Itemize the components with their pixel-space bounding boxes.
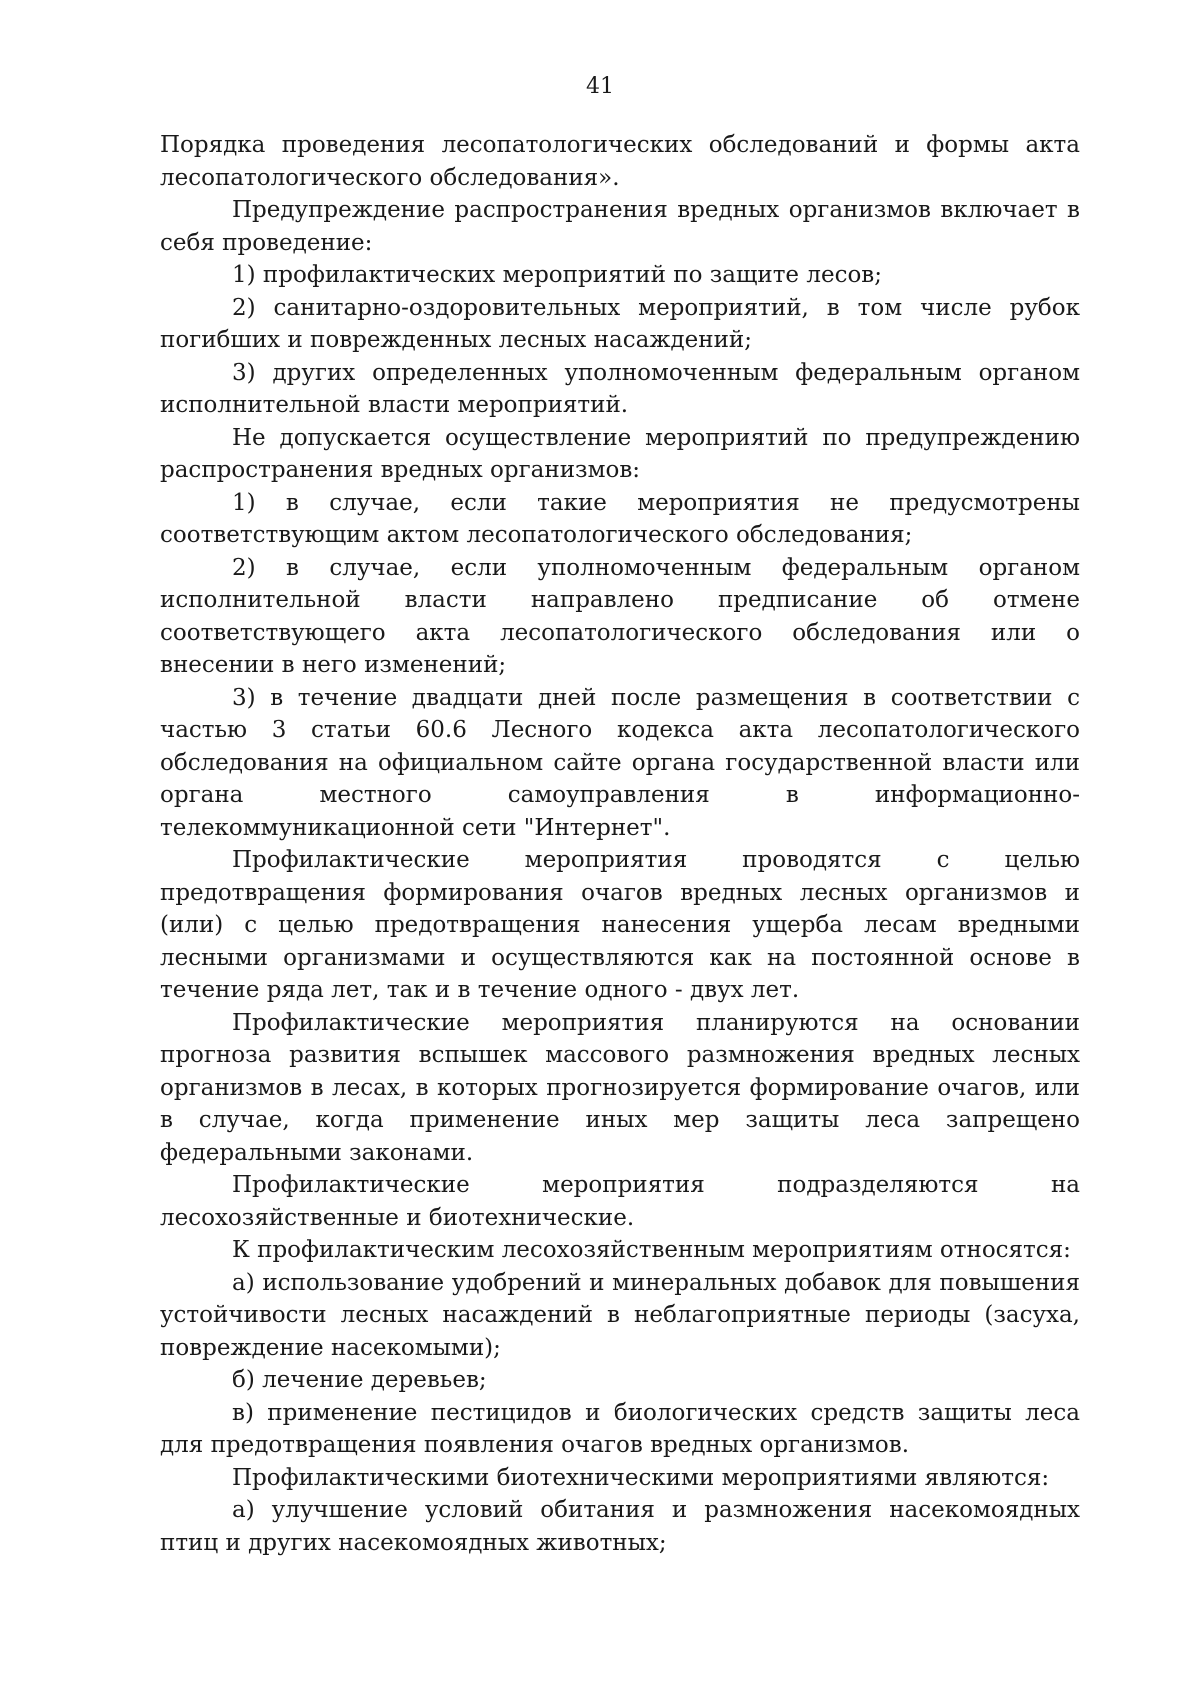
paragraph-not-allowed-intro: Не допускается осуществление мероприятий по предупреждению распространения вредных организмов: <box>160 424 1080 483</box>
list-item-forestry-b: б) лечение деревьев; <box>232 1367 487 1393</box>
paragraph-prevention-intro: Предупреждение распространения вредных организмов включает в себя проведение: <box>160 197 1080 256</box>
paragraph-biotech-intro: Профилактическими биотехническими мероприятиями являются: <box>232 1464 1050 1491</box>
paragraph-preventive-planning: Профилактические мероприятия планируются на основании прогноза развития вспышек массового размножения вредных лесных организмов в лесах, в которых прогнозируется формирование очагов, или в случае, когда применение иных мер защиты леса запрещено федеральными законами. <box>160 1009 1080 1166</box>
list-item-prevention-2: 2) санитарно-оздоровительных мероприятий, в том числе рубок погибших и поврежденных лесных насаждений; <box>160 294 1080 353</box>
document-body <box>160 129 1080 1559</box>
paragraph-preventive-purpose: Профилактические мероприятия проводятся с целью предотвращения формирования очагов вредных лесных организмов и (или) с целью предотвращения нанесения ущерба лесам вредными лесными организмами и осуществляются как на постоянной основе в течение ряда лет, так и в течение одного - двух лет. <box>160 847 1080 1003</box>
list-item-prevention-3: 3) других определенных уполномоченным федеральным органом исполнительной власти мероприятий. <box>160 359 1080 418</box>
paragraph-preventive-types: Профилактические мероприятия подразделяются на лесохозяйственные и биотехнические. <box>160 1172 1080 1231</box>
list-item-not-allowed-2: 2) в случае, если уполномоченным федеральным органом исполнительной власти направлено предписание об отмене соответствующего акта лесопатологического обследования или о внесении в него изменений; <box>160 554 1080 678</box>
page-number: 41 <box>586 74 614 99</box>
list-item-prevention-1: 1) профилактических мероприятий по защите лесов; <box>232 262 882 288</box>
list-item-biotech-a: а) улучшение условий обитания и размножения насекомоядных птиц и других насекомоядных животных; <box>160 1497 1080 1556</box>
list-item-forestry-c: в) применение пестицидов и биологических средств защиты леса для предотвращения появления очагов вредных организмов. <box>160 1399 1080 1458</box>
paragraph-continuation: Порядка проведения лесопатологических обследований и формы акта лесопатологического обследования». <box>160 132 1080 191</box>
list-item-not-allowed-1: 1) в случае, если такие мероприятия не предусмотрены соответствующим актом лесопатологического обследования; <box>160 489 1080 548</box>
paragraph-forestry-intro: К профилактическим лесохозяйственным мероприятиям относятся: <box>232 1237 1071 1263</box>
list-item-not-allowed-3: 3) в течение двадцати дней после размещения в соответствии с частью 3 статьи 60.6 Лесного кодекса акта лесопатологического обследования на официальном сайте органа государственной власти или органа местного самоуправления в информационно-телекоммуникационной сети "Интернет". <box>160 684 1080 841</box>
list-item-forestry-a: а) использование удобрений и минеральных добавок для повышения устойчивости лесных насаждений в неблагоприятные периоды (засуха, повреждение насекомыми); <box>160 1269 1080 1361</box>
